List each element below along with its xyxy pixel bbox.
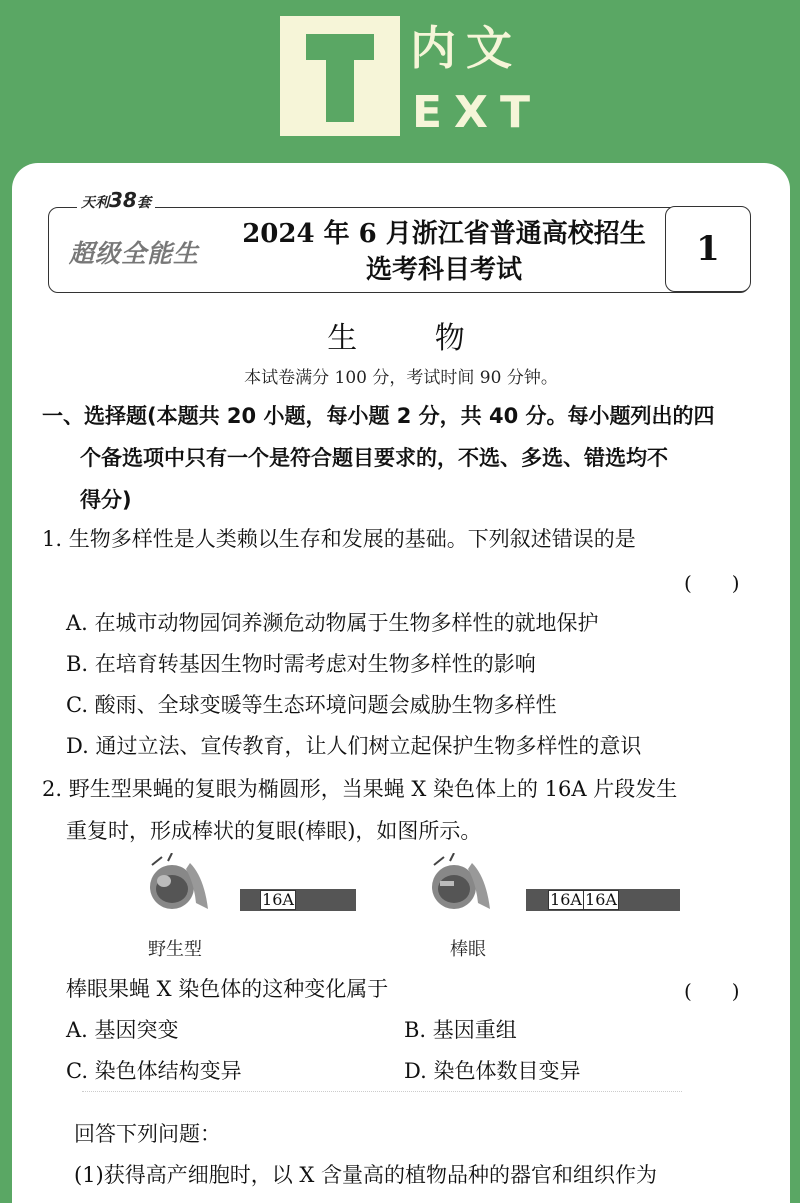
- q2-option-d[interactable]: D. 染色体数目变异: [404, 1059, 581, 1083]
- q1-stem: 1. 生物多样性是人类赖以生存和发展的基础。下列叙述错误的是: [42, 527, 636, 551]
- q3-line1: 回答下列问题：: [74, 1122, 221, 1146]
- bar-eye-chromosome: [526, 889, 680, 911]
- t-letter-logo: [280, 16, 400, 136]
- chromosome-segment-16a: 16A: [260, 890, 296, 910]
- page-break-divider: [82, 1091, 682, 1093]
- q2-answer-paren[interactable]: ( ): [684, 979, 740, 1003]
- q2-stem-line1: 2. 野生型果蝇的复眼为椭圆形，当果蝇 X 染色体上的 16A 片段发生: [42, 777, 678, 801]
- page-header: [0, 0, 800, 165]
- q1-answer-paren[interactable]: ( ): [684, 571, 740, 595]
- chromosome-segment-16a: 16A: [548, 890, 584, 910]
- exam-number: 1: [665, 206, 751, 292]
- wild-type-label: 野生型: [148, 939, 202, 960]
- brand-tag: 天利38套: [77, 188, 155, 212]
- exam-title: 2024 年 6 月浙江省普通高校招生 选考科目考试: [242, 219, 646, 285]
- exam-title-box: [48, 188, 750, 293]
- section-heading: 一、选择题(本题共 20 小题，每小题 2 分，共 40 分。每小题列出的四 个备选项中只有一个是符合题目要求的，不选、多选、错选均不 得分): [42, 404, 715, 512]
- q2-option-a[interactable]: A. 基因突变: [66, 1018, 179, 1042]
- q1-option-b[interactable]: B. 在培育转基因生物时需考虑对生物多样性的影响: [66, 652, 536, 676]
- bar-eye-label: 棒眼: [450, 939, 486, 960]
- bar-eye-fly-image: [424, 853, 492, 913]
- q2-stem-line2: 重复时，形成棒状的复眼(棒眼)，如图所示。: [66, 819, 482, 843]
- q1-option-d[interactable]: D. 通过立法、宣传教育，让人们树立起保护生物多样性的意识: [66, 734, 642, 758]
- q1-option-a[interactable]: A. 在城市动物园饲养濒危动物属于生物多样性的就地保护: [66, 611, 599, 635]
- q2-option-b[interactable]: B. 基因重组: [404, 1018, 517, 1042]
- chromosome-segment-16a-duplicate: 16A: [583, 890, 619, 910]
- exam-note: 本试卷满分 100 分，考试时间 90 分钟。: [244, 368, 558, 388]
- header-english-title: EXT: [412, 87, 542, 138]
- wild-type-chromosome: [240, 889, 356, 911]
- q1-option-c[interactable]: C. 酸雨、全球变暖等生态环境问题会威胁生物多样性: [66, 693, 557, 717]
- header-chinese-title: 内文: [410, 21, 522, 75]
- q3-line2: (1)获得高产细胞时，以 X 含量高的植物品种的器官和组织作为: [74, 1163, 658, 1187]
- q2-option-c[interactable]: C. 染色体结构变异: [66, 1059, 242, 1083]
- subject-title: 生 物: [327, 321, 499, 356]
- exam-paper: [12, 163, 790, 1203]
- brand-logo: 超级全能生: [69, 239, 200, 268]
- wild-type-fly-image: [142, 853, 210, 913]
- q2-question: 棒眼果蝇 X 染色体的这种变化属于: [66, 977, 389, 1001]
